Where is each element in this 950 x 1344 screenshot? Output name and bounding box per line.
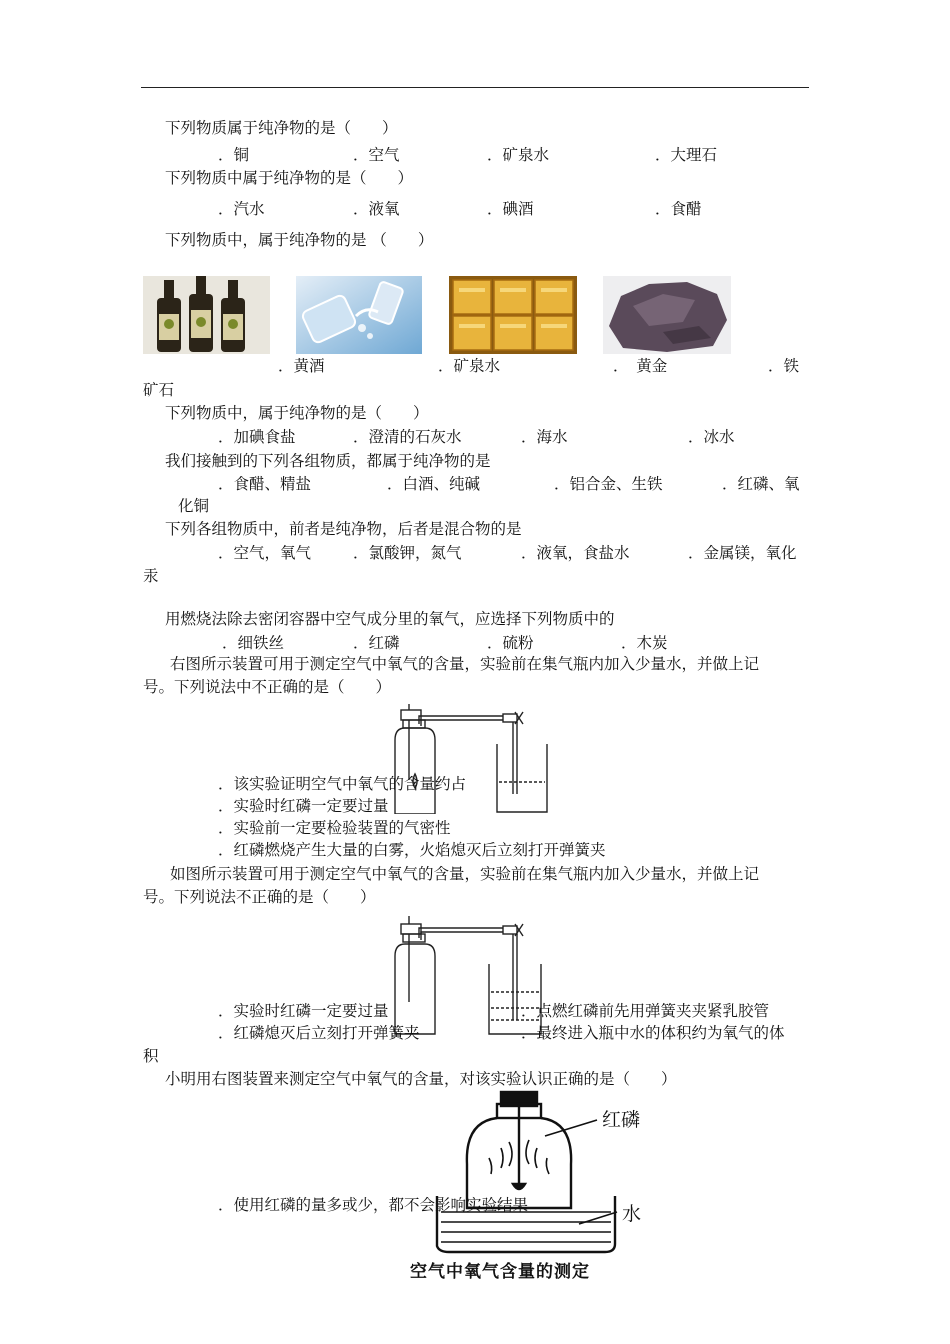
q3-option-c: ． 黄金 bbox=[613, 357, 668, 375]
q4-option-b: ．澄清的石灰水 bbox=[353, 428, 462, 446]
q2-option-a: ．汽水 bbox=[218, 200, 265, 218]
q5-option-c: ．铝合金、生铁 bbox=[554, 475, 663, 493]
q5-option-d: ．红磷、氧 bbox=[722, 475, 800, 493]
q5-option-b: ．白酒、纯碱 bbox=[387, 475, 481, 493]
q8-option-a: ．该实验证明空气中氧气的含量约占 bbox=[218, 775, 467, 793]
q1-option-a: ．铜 bbox=[218, 146, 250, 164]
q8-option-b: ．实验时红磷一定要过量 bbox=[218, 797, 389, 815]
q3-option-b: ．矿泉水 bbox=[438, 357, 501, 375]
water-label: 水 bbox=[622, 1203, 642, 1225]
mineral-water-image bbox=[296, 276, 422, 354]
q4-option-c: ．海水 bbox=[521, 428, 568, 446]
q4-stem: 下列物质中，属于纯净物的是（ ） bbox=[165, 404, 429, 422]
q4-option-d: ．冰水 bbox=[688, 428, 735, 446]
figure-caption: 空气中氧气含量的测定 bbox=[410, 1262, 590, 1282]
q9-stem-line2: 号。下列说法不正确的是（ ） bbox=[143, 888, 376, 906]
q3-option-a: ．黄酒 bbox=[278, 357, 325, 375]
q9-option-b: ．点燃红磷前先用弹簧夹夹紧乳胶管 bbox=[521, 1002, 770, 1020]
q1-option-b: ．空气 bbox=[353, 146, 400, 164]
q8-stem-line2: 号。下列说法中不正确的是（ ） bbox=[143, 678, 392, 696]
q8-option-c: ．实验前一定要检验装置的气密性 bbox=[218, 819, 451, 837]
q9-stem-line1: 如图所示装置可用于测定空气中氧气的含量，实验前在集气瓶内加入少量水，并做上记 bbox=[170, 865, 760, 883]
q9-option-c: ．红磷熄灭后立刻打开弹簧夹 bbox=[218, 1024, 420, 1042]
q2-stem: 下列物质中属于纯净物的是（ ） bbox=[165, 169, 414, 187]
q8-stem-line1: 右图所示装置可用于测定空气中氧气的含量，实验前在集气瓶内加入少量水，并做上记 bbox=[170, 655, 760, 673]
q5-option-a: ．食醋、精盐 bbox=[218, 475, 312, 493]
q7-option-c: ．硫粉 bbox=[487, 634, 534, 652]
q6-option-a: ．空气，氧气 bbox=[218, 544, 312, 562]
q3-stem: 下列物质中，属于纯净物的是 （ ） bbox=[165, 231, 434, 249]
q2-option-d: ．食醋 bbox=[655, 200, 702, 218]
header-rule bbox=[141, 87, 809, 88]
q6-stem: 下列各组物质中，前者是纯净物，后者是混合物的是 bbox=[165, 520, 522, 538]
q4-option-a: ．加碘食盐 bbox=[218, 428, 296, 446]
q6-option-c: ．液氧，食盐水 bbox=[521, 544, 630, 562]
q7-option-a: ．细铁丝 bbox=[222, 634, 285, 652]
q1-option-c: ．矿泉水 bbox=[487, 146, 550, 164]
gold-bars-image bbox=[449, 276, 577, 354]
apparatus-figure-1 bbox=[385, 704, 555, 814]
iron-ore-image bbox=[603, 276, 731, 354]
q3-option-d-wrap: 矿石 bbox=[143, 381, 175, 399]
q9-option-a: ．实验时红磷一定要过量 bbox=[218, 1002, 389, 1020]
q6-option-d: ．金属镁，氧化 bbox=[688, 544, 797, 562]
q2-option-c: ．碘酒 bbox=[487, 200, 534, 218]
q7-option-b: ．红磷 bbox=[353, 634, 400, 652]
q10-option-a: ．使用红磷的量多或少，都不会影响实验结果 bbox=[218, 1196, 529, 1214]
q6-option-b: ．氯酸钾，氮气 bbox=[353, 544, 462, 562]
q9-option-d-wrap: 积 bbox=[143, 1047, 159, 1065]
q9-option-d: ．最终进入瓶中水的体积约为氧气的体 bbox=[521, 1024, 785, 1042]
q1-stem: 下列物质属于纯净物的是（ ） bbox=[165, 119, 398, 137]
q5-option-d-wrap: 化铜 bbox=[178, 497, 210, 515]
q10-stem: 小明用右图装置来测定空气中氧气的含量，对该实验认识正确的是（ ） bbox=[165, 1070, 677, 1088]
q2-option-b: ．液氧 bbox=[353, 200, 400, 218]
q7-option-d: ．木炭 bbox=[621, 634, 668, 652]
phosphorus-label: 红磷 bbox=[602, 1109, 641, 1131]
q6-option-d-wrap: 汞 bbox=[143, 567, 159, 585]
q3-option-d: ．铁 bbox=[768, 357, 800, 375]
q1-option-d: ．大理石 bbox=[655, 146, 718, 164]
q5-stem: 我们接触到的下列各组物质，都属于纯净物的是 bbox=[165, 452, 491, 470]
q8-option-d: ．红磷燃烧产生大量的白雾，火焰熄灭后立刻打开弹簧夹 bbox=[218, 841, 606, 859]
yellow-wine-bottles-image bbox=[143, 276, 270, 354]
q7-stem: 用燃烧法除去密闭容器中空气成分里的氧气，应选择下列物质中的 bbox=[165, 610, 615, 628]
